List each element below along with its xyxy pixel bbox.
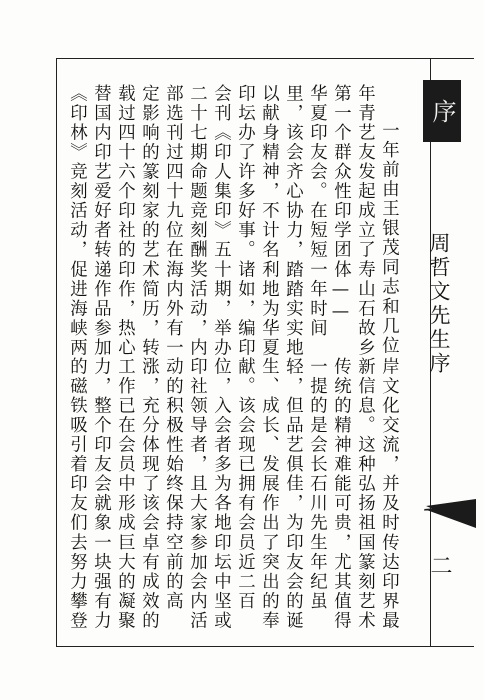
- text-column: 以献身精神，不计名利地为华夏: [258, 84, 279, 358]
- text-column: 替国内印艺爱好者转递作品参加: [90, 84, 111, 358]
- text-column: 生、成长、发展作出了突出的奉: [258, 357, 279, 631]
- text-column: 部选刊过四十九位在海内外有一: [162, 84, 183, 358]
- running-title: 周哲文先生序: [427, 232, 451, 376]
- text-column: 一提的是会长石川先生年纪虽: [306, 357, 327, 612]
- text-column: 一年前由王银茂同志和几位: [378, 121, 399, 356]
- page-number: 二: [427, 554, 452, 576]
- text-column: 华夏印友会。在短短一年时间: [306, 84, 327, 339]
- frame-top-rule: [56, 58, 474, 59]
- text-column: 位，入会者多为各地印坛中坚或: [210, 357, 231, 631]
- text-column: 动的积极性始终保持空前的高: [162, 357, 183, 612]
- decorative-wedge-icon: [424, 498, 476, 528]
- text-column: 岸文化交流，并及时传达印界最: [378, 357, 399, 631]
- text-column: 定影响的篆刻家的艺术简历，转: [138, 84, 159, 358]
- text-column: 献。该会现已拥有会员近二百: [234, 357, 255, 612]
- text-column: 年青艺友发起成立了寿山石故乡: [354, 84, 375, 358]
- text-column: 传统的精神难能可贵，尤其值得: [330, 357, 351, 631]
- text-column: 里，该会齐心协力，踏踏实实地: [282, 84, 303, 358]
- text-column: 涨，充分体现了该会卓有成效的: [138, 357, 159, 631]
- text-column: 印坛办了许多好事。诸如，编印: [234, 84, 255, 358]
- text-column: 二十七期命题竞刻酬奖活动，内: [186, 84, 207, 358]
- frame-left-rule: [56, 58, 57, 646]
- text-column: 轻，但品艺俱佳，为印友会的诞: [282, 357, 303, 631]
- text-column: 载过四十六个印社的印作，热心: [114, 84, 135, 358]
- text-column: 力，整个印友会就象一块强有力: [90, 357, 111, 631]
- text-column: 的磁铁吸引着印友们去努力攀登: [66, 357, 87, 631]
- section-tab-title: 序: [428, 99, 456, 123]
- text-column: 会刊《印人集印》五十期，举办: [210, 84, 231, 358]
- text-column: 新信息。这种弘扬祖国篆刻艺术: [354, 357, 375, 631]
- text-column: 《印林》竞刻活动，促进海峡两: [66, 84, 87, 358]
- text-column: 印社领导者，且大家参加会内活: [186, 357, 207, 631]
- section-tab: [423, 80, 461, 142]
- text-column: 工作已在会员中形成巨大的凝聚: [114, 357, 135, 631]
- frame-bottom-rule: [56, 646, 474, 647]
- text-column: 第一个群众性印学团体——: [330, 84, 351, 324]
